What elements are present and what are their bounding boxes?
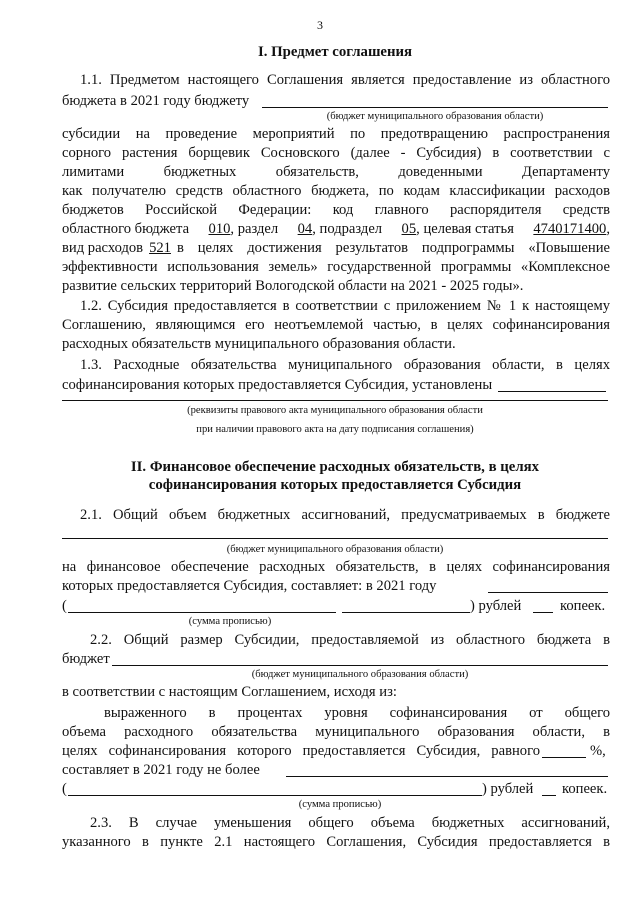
paragraph-2-3-line: указанного в пункте 2.1 настоящего Соглашения, Субсидия предоставляется в [62, 834, 610, 850]
paragraph-1-1-line [62, 240, 610, 257]
blank-field-amount-2021 [488, 592, 608, 593]
code-podrazdel: 05 [401, 221, 417, 237]
caption-budget: (бюджет муниципального образования области) [326, 111, 544, 122]
paragraph-2-2-line: объема расходного обязательства муниципального образования области, в [62, 724, 610, 740]
blank-field-kopecks [533, 612, 553, 613]
paragraph-2-1-line: 2.1. Общий объем бюджетных ассигнований, предусматриваемых в бюджете [80, 507, 610, 523]
blank-field-amount-words [68, 795, 482, 796]
paragraph-2-1-line: которых предоставляется Субсидия, составляет: в 2021 году [62, 578, 437, 594]
text: областного бюджета [62, 221, 190, 237]
kbk-code [298, 221, 382, 238]
code-expense-type: 521 [149, 240, 171, 256]
blank-field-amount-words [68, 612, 336, 613]
paragraph-1-3-line: 1.3. Расходные обязательства муниципального образования области, в целях [80, 357, 610, 373]
blank-field-budget [262, 107, 608, 108]
caption-legal-act: при наличии правового акта на дату подписания соглашения) [196, 424, 474, 435]
text: вид расходов [62, 240, 144, 256]
code-razdel: 04 [297, 221, 313, 237]
paragraph-1-2-line: 1.2. Субсидия предоставляется в соответствии с приложением № 1 к настоящему [80, 298, 610, 314]
paragraph-1-3-line: софинансирования которых предоставляется Субсидия, установлены [62, 377, 493, 393]
text: в целях достижения результатов подпрограммы «Повышение [176, 240, 610, 256]
blank-field-amount-words [342, 612, 470, 613]
rubles-label: ) рублей [470, 598, 522, 614]
paragraph-1-1-line: 1.1. Предметом настоящего Соглашения является предоставление из областного [80, 72, 610, 88]
paragraph-1-1-line: как получателю средств областного бюджета, по кодам классификации расходов [62, 183, 610, 199]
page-number: 3 [317, 18, 323, 32]
code-grbs: 010 [208, 221, 231, 237]
paragraph-1-1-line: развитие сельских территорий Вологодской области на 2021 - 2025 годы». [62, 278, 524, 294]
kbk-code [402, 221, 514, 238]
section-2-heading: софинансирования которых предоставляется Субсидия [148, 477, 522, 493]
paragraph-2-2-line: 2.2. Общий размер Субсидии, предоставляемой из областного бюджета в [90, 632, 610, 648]
paragraph-1-2-line: расходных обязательств муниципального образования области. [62, 336, 456, 352]
blank-field-budget [112, 665, 608, 666]
percent-sign: %, [590, 743, 606, 759]
code-target-article: 4740171400 [533, 221, 607, 237]
section-1-heading: I. Предмет соглашения [257, 44, 413, 60]
text: , подраздел [312, 221, 383, 237]
kopecks-label: копеек. [560, 598, 606, 614]
caption-legal-act: (реквизиты правового акта муниципального образования области [187, 405, 483, 416]
paragraph-2-2-line: составляет в 2021 году не более [62, 762, 260, 778]
caption-budget: (бюджет муниципального образования области) [226, 544, 444, 555]
paragraph-2-2-line: целях софинансирования которого предоставляется Субсидия, равного [62, 743, 540, 759]
paragraph-2-3-line: 2.3. В случае уменьшения общего объема бюджетных ассигнований, [90, 815, 610, 831]
caption-amount-words: (сумма прописью) [298, 799, 382, 810]
section-2-heading: II. Финансовое обеспечение расходных обязательств, в целях [130, 459, 540, 475]
text: , [606, 221, 610, 237]
paragraph-1-1-line: бюджета в 2021 году бюджету [62, 93, 250, 109]
blank-field-kopecks [542, 795, 556, 796]
paragraph-2-2-line: выраженного в процентах уровня софинансирования от общего [104, 705, 610, 721]
kopecks-label: копеек. [562, 781, 608, 797]
kbk-code [209, 221, 279, 238]
paragraph-2-2-line: в соответствии с настоящим Соглашением, исходя из: [62, 684, 397, 700]
text: , раздел [230, 221, 279, 237]
paren-open: ( [62, 781, 67, 797]
paragraph-1-1-line: сорного растения борщевик Сосновского (далее - Субсидия) в соответствии с [62, 145, 610, 161]
rubles-label: ) рублей [482, 781, 534, 797]
paragraph-1-1-line: эффективности использования земель» государственной программы «Комплексное [62, 259, 610, 275]
paragraph-2-1-line: на финансовое обеспечение расходных обязательств, в целях софинансирования [62, 559, 610, 575]
blank-field-subsidy-amount [286, 776, 608, 777]
blank-field-budget [62, 538, 608, 539]
kbk-code [533, 221, 610, 238]
paragraph-1-1-line: бюджетов Российской Федерации: код главного распорядителя средств [62, 202, 610, 218]
paragraph-1-2-line: Соглашению, являющимся его неотъемлемой частью, в целях софинансирования [62, 317, 610, 333]
blank-field-cofinancing-percent [542, 757, 586, 758]
paragraph-2-2-line: бюджет [62, 651, 110, 667]
text: , целевая статья [416, 221, 514, 237]
caption-budget: (бюджет муниципального образования области) [251, 669, 469, 680]
paren-open: ( [62, 598, 67, 614]
paragraph-1-1-codes-line [62, 221, 610, 238]
paragraph-1-1-line: лимитами бюджетных обязательств, доведенными Департаменту [62, 164, 610, 180]
caption-amount-words: (сумма прописью) [188, 616, 272, 627]
blank-field-legal-act [498, 391, 606, 392]
blank-field-legal-act-line [62, 400, 608, 401]
paragraph-1-1-line: субсидии на проведение мероприятий по предотвращению распространения [62, 126, 610, 142]
